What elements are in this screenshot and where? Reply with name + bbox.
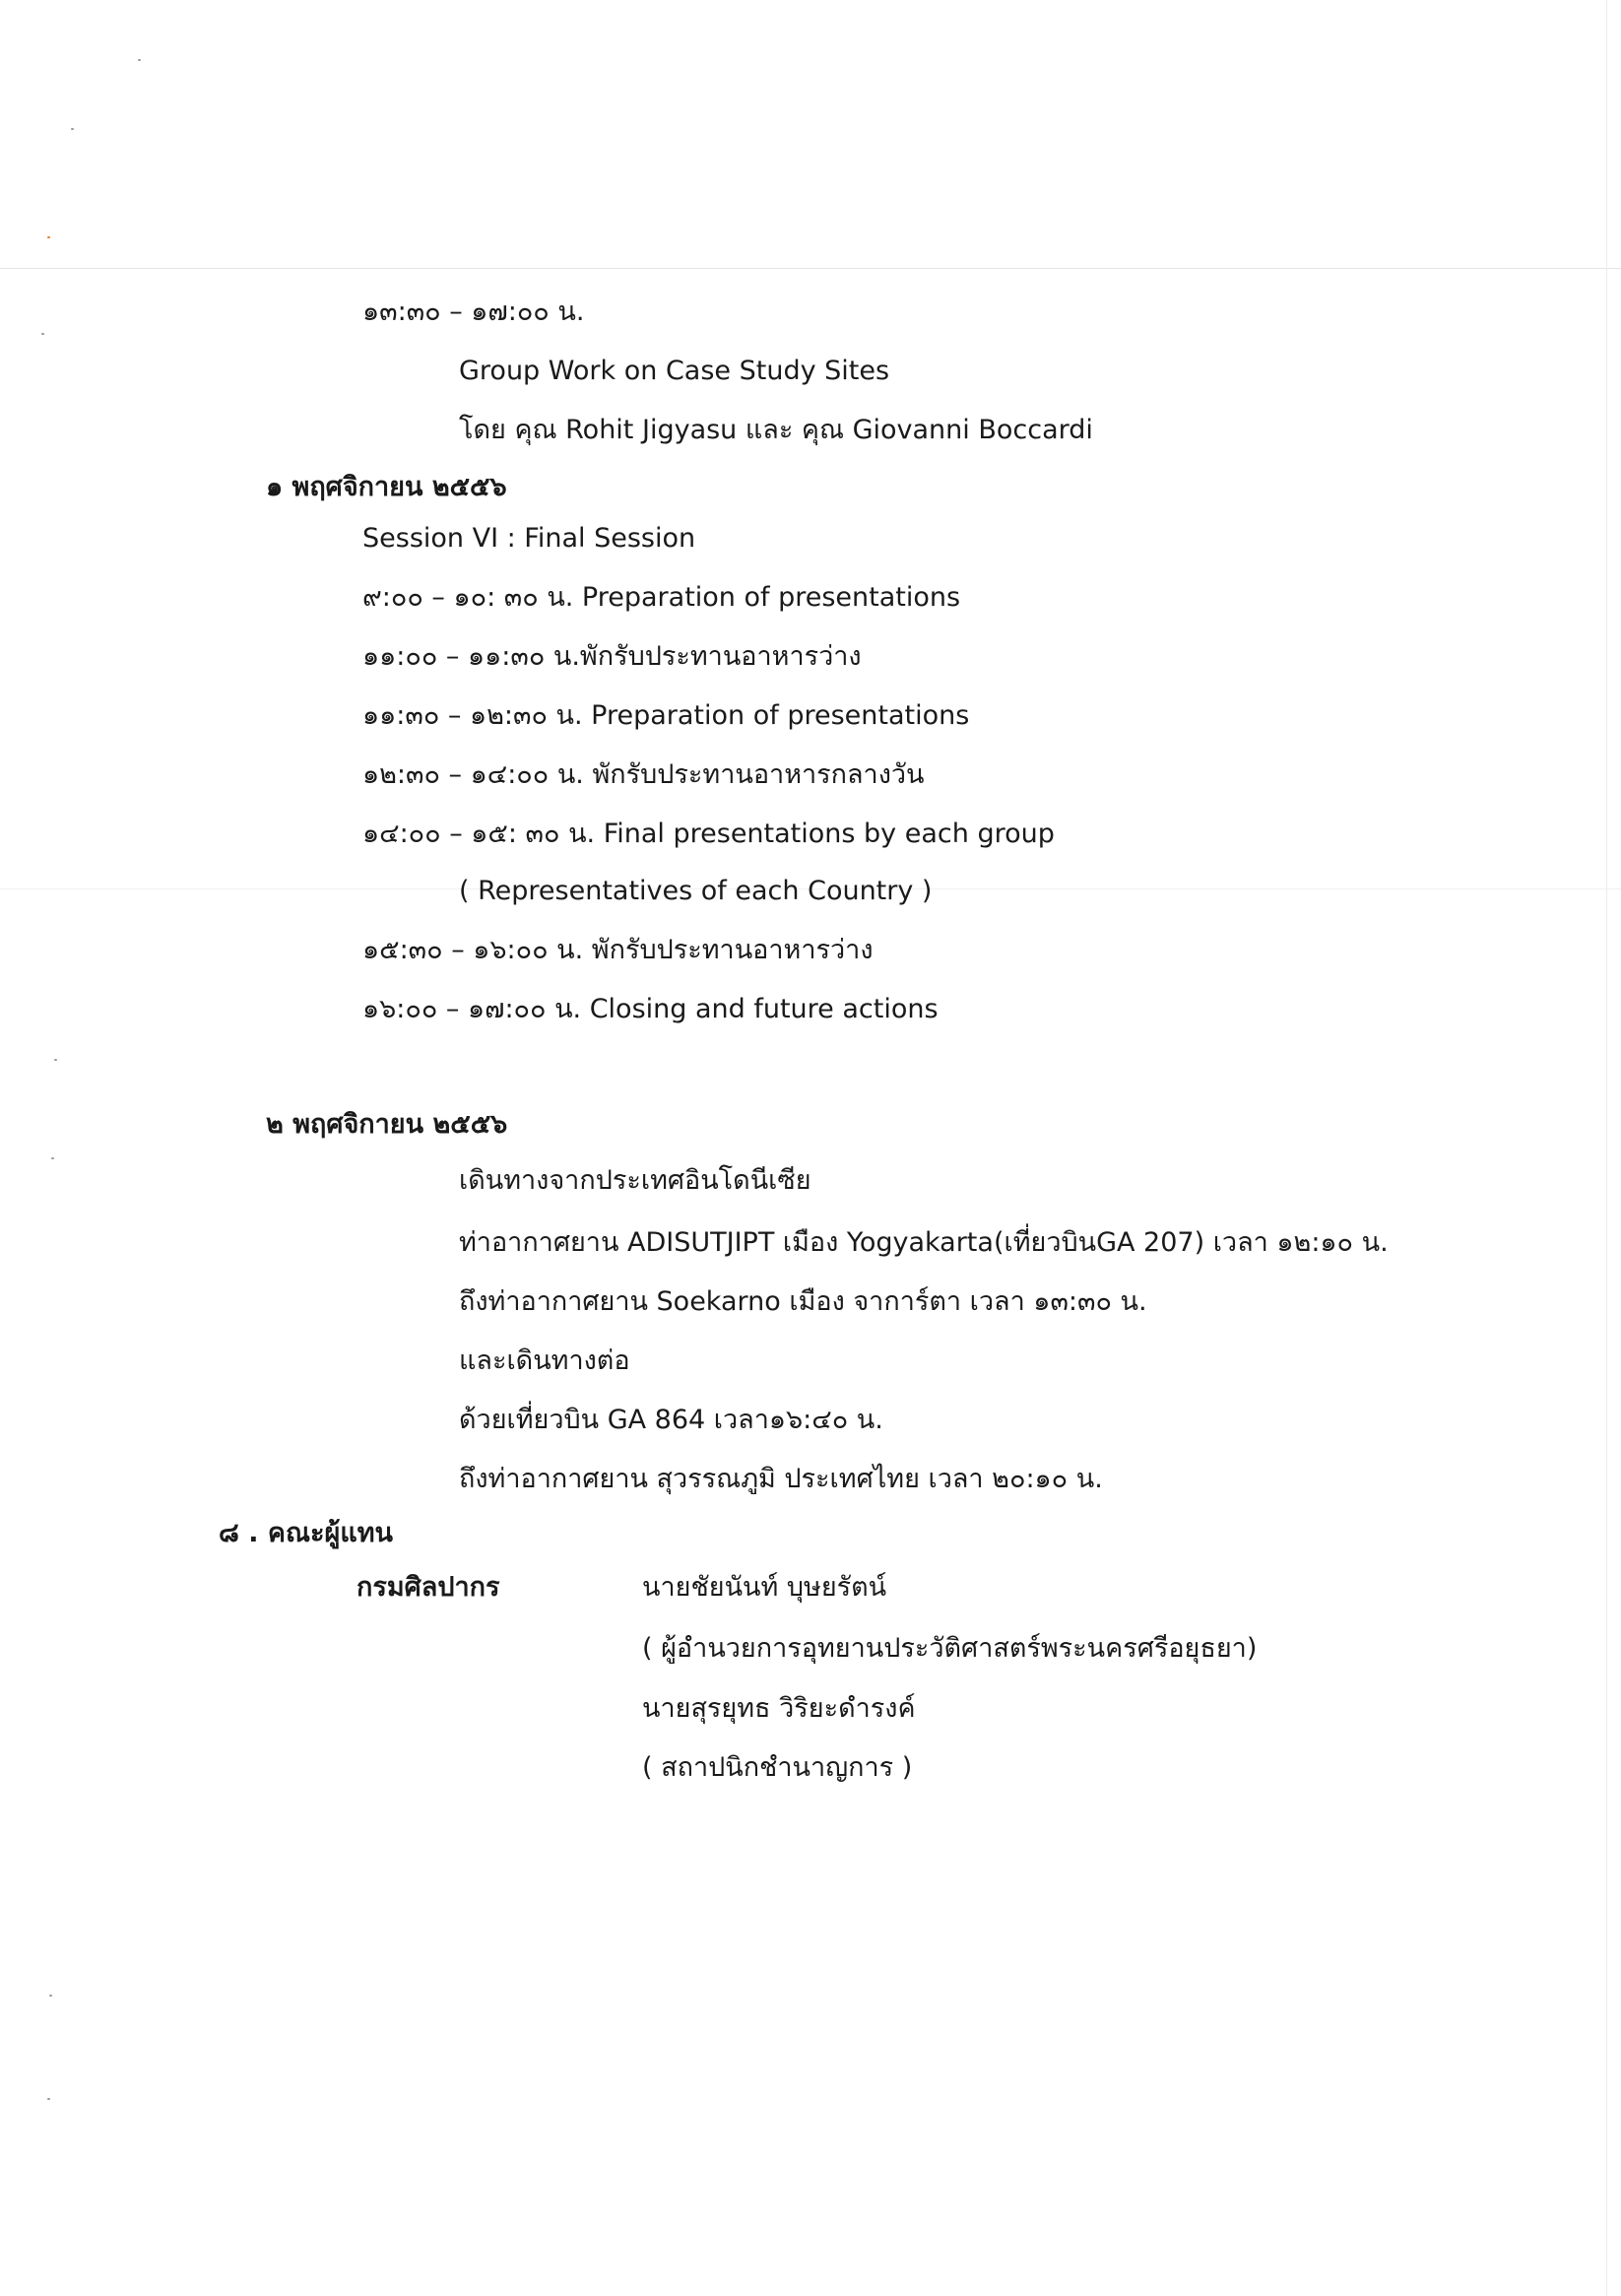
scan-speck bbox=[138, 59, 141, 61]
delegate-name: นายสุรยุทธ วิริยะดำรงค์ bbox=[642, 1693, 916, 1724]
session-title: Session VI : Final Session bbox=[362, 523, 696, 554]
scan-speck bbox=[47, 2098, 50, 2100]
scan-fold-line bbox=[0, 268, 1621, 269]
scan-speck bbox=[51, 1157, 54, 1159]
delegate-position: ( ผู้อำนวยการอุทยานประวัติศาสตร์พระนครศรีอยุธยา) bbox=[642, 1633, 1258, 1664]
section-heading: ๘ . คณะผู้แทน bbox=[219, 1518, 393, 1548]
page-edge-line bbox=[1606, 0, 1607, 2296]
delegate-name: นายชัยนันท์ บุษยรัตน์ bbox=[642, 1572, 887, 1603]
schedule-presenters: โดย คุณ Rohit Jigyasu และ คุณ Giovanni Boccardi bbox=[459, 415, 1093, 445]
date-heading: ๑ พฤศจิกายน ๒๕๕๖ bbox=[266, 472, 507, 502]
travel-item: ถึงท่าอากาศยาน Soekarno เมือง จาการ์ตา เวลา ๑๓:๓๐ น. bbox=[459, 1286, 1147, 1317]
travel-item: ท่าอากาศยาน ADISUTJIPT เมือง Yogyakarta(เที่ยวบินGA 207) เวลา ๑๒:๑๐ น. bbox=[459, 1227, 1389, 1258]
scan-speck bbox=[47, 236, 50, 238]
travel-item: ด้วยเที่ยวบิน GA 864 เวลา๑๖:๔๐ น. bbox=[459, 1405, 883, 1435]
travel-item: เดินทางจากประเทศอินโดนีเซีย bbox=[459, 1165, 811, 1196]
schedule-item: ๑๕:๓๐ – ๑๖:๐๐ น. พักรับประทานอาหารว่าง bbox=[362, 935, 874, 965]
schedule-time: ๑๓:๓๐ – ๑๗:๐๐ น. bbox=[362, 296, 585, 327]
schedule-item: ๑๑:๐๐ – ๑๑:๓๐ น.พักรับประทานอาหารว่าง bbox=[362, 641, 862, 672]
travel-item: ถึงท่าอากาศยาน สุวรรณภูมิ ประเทศไทย เวลา ๒๐:๑๐ น. bbox=[459, 1464, 1103, 1494]
schedule-item: ๑๖:๐๐ – ๑๗:๐๐ น. Closing and future actions bbox=[362, 994, 939, 1024]
travel-item: และเดินทางต่อ bbox=[459, 1345, 630, 1376]
agency-name: กรมศิลปากร bbox=[357, 1572, 500, 1603]
schedule-item: ๑๑:๓๐ – ๑๒:๓๐ น. Preparation of presentations bbox=[362, 700, 970, 731]
schedule-item: ๑๔:๐๐ – ๑๕: ๓๐ น. Final presentations by each group bbox=[362, 819, 1055, 849]
scan-speck bbox=[71, 128, 74, 130]
scan-speck bbox=[49, 1995, 52, 1997]
schedule-item: ๑๒:๓๐ – ๑๔:๐๐ น. พักรับประทานอาหารกลางวัน bbox=[362, 759, 925, 790]
delegate-position: ( สถาปนิกชำนาญการ ) bbox=[642, 1752, 913, 1783]
schedule-activity: Group Work on Case Study Sites bbox=[459, 356, 890, 386]
scan-speck bbox=[41, 333, 44, 335]
date-heading: ๒ พฤศจิกายน ๒๕๕๖ bbox=[266, 1109, 508, 1140]
schedule-item: ๙:๐๐ – ๑๐: ๓๐ น. Preparation of presentations bbox=[362, 582, 961, 613]
scan-speck bbox=[54, 1059, 57, 1061]
schedule-item-note: ( Representatives of each Country ) bbox=[459, 876, 933, 906]
